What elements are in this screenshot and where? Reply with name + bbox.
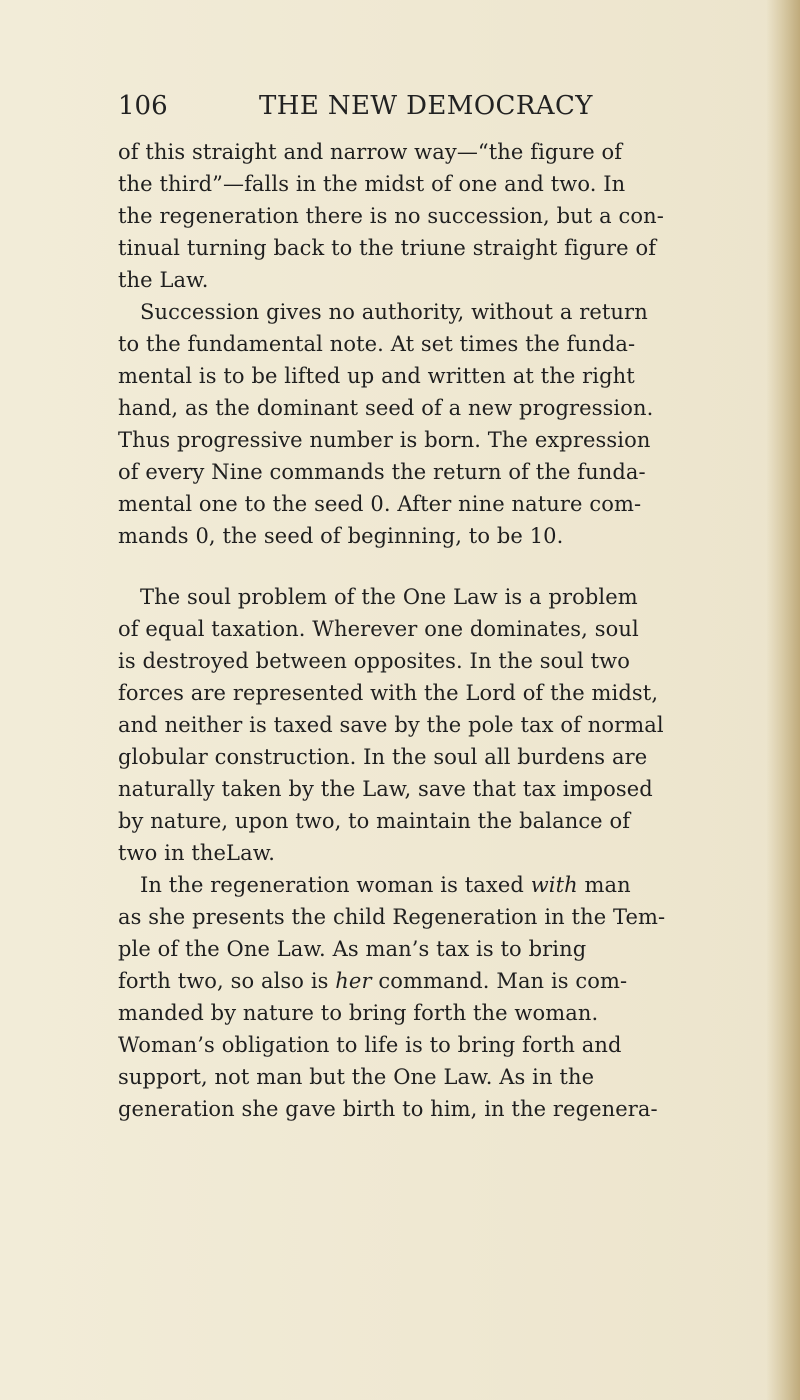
page-edge-shadow (766, 0, 800, 1400)
text-line: the third”—falls in the midst of one and two. In (118, 172, 626, 196)
text-line: manded by nature to bring forth the woman. (118, 1001, 599, 1025)
text-line-with-italic-word (118, 963, 728, 999)
text-line: and neither is taxed save by the pole tax of normal (118, 713, 664, 737)
text-line: globular construction. In the soul all burdens are (118, 745, 648, 769)
text-line: Woman’s obligation to life is to bring forth and (118, 1033, 622, 1057)
running-title: THE NEW DEMOCRACY (259, 91, 593, 121)
text-line: naturally taken by the Law, save that tax imposed (118, 777, 653, 801)
text-line: two in theLaw. (118, 841, 276, 865)
text-line: support, not man but the One Law. As in the (118, 1065, 595, 1089)
text-line: Succession gives no authority, without a return (140, 300, 648, 324)
text-line: mands 0, the seed of beginning, to be 10. (118, 524, 564, 548)
text-line: hand, as the dominant seed of a new progression. (118, 396, 654, 420)
text-line: forces are represented with the Lord of the midst, (118, 681, 659, 705)
text-run: In the regeneration woman is taxed (140, 873, 531, 897)
text-line: as she presents the child Regeneration in the Tem- (118, 905, 666, 929)
text-line: The soul problem of the One Law is a problem (140, 585, 638, 609)
text-line: generation she gave birth to him, in the regenera- (118, 1097, 658, 1121)
text-run: forth two, so also is (118, 969, 336, 993)
text-line: Thus progressive number is born. The expression (118, 428, 651, 452)
italic-word: with (530, 873, 578, 897)
running-header (118, 88, 728, 124)
text-line: of every Nine commands the return of the funda- (118, 460, 646, 484)
text-run: man (577, 873, 631, 897)
page-number: 106 (118, 91, 168, 121)
text-line: of this straight and narrow way—“the figure of (118, 140, 623, 164)
text-line: ple of the One Law. As man’s tax is to bring (118, 937, 587, 961)
text-line: mental is to be lifted up and written at the right (118, 364, 635, 388)
text-run: command. Man is com- (371, 969, 628, 993)
text-line: mental one to the seed 0. After nine nature com- (118, 492, 642, 516)
body-text (118, 134, 738, 1121)
text-line: tinual turning back to the triune straight figure of (118, 236, 657, 260)
text-line: is destroyed between opposites. In the soul two (118, 649, 631, 673)
italic-word: her (335, 969, 372, 993)
text-line: the regeneration there is no succession, but a con- (118, 204, 664, 228)
text-line: by nature, upon two, to maintain the balance of (118, 809, 631, 833)
text-line: to the fundamental note. At set times the funda- (118, 332, 636, 356)
text-line: of equal taxation. Wherever one dominates, soul (118, 617, 639, 641)
text-line-with-italic-word (140, 867, 728, 903)
text-line: the Law. (118, 268, 209, 292)
